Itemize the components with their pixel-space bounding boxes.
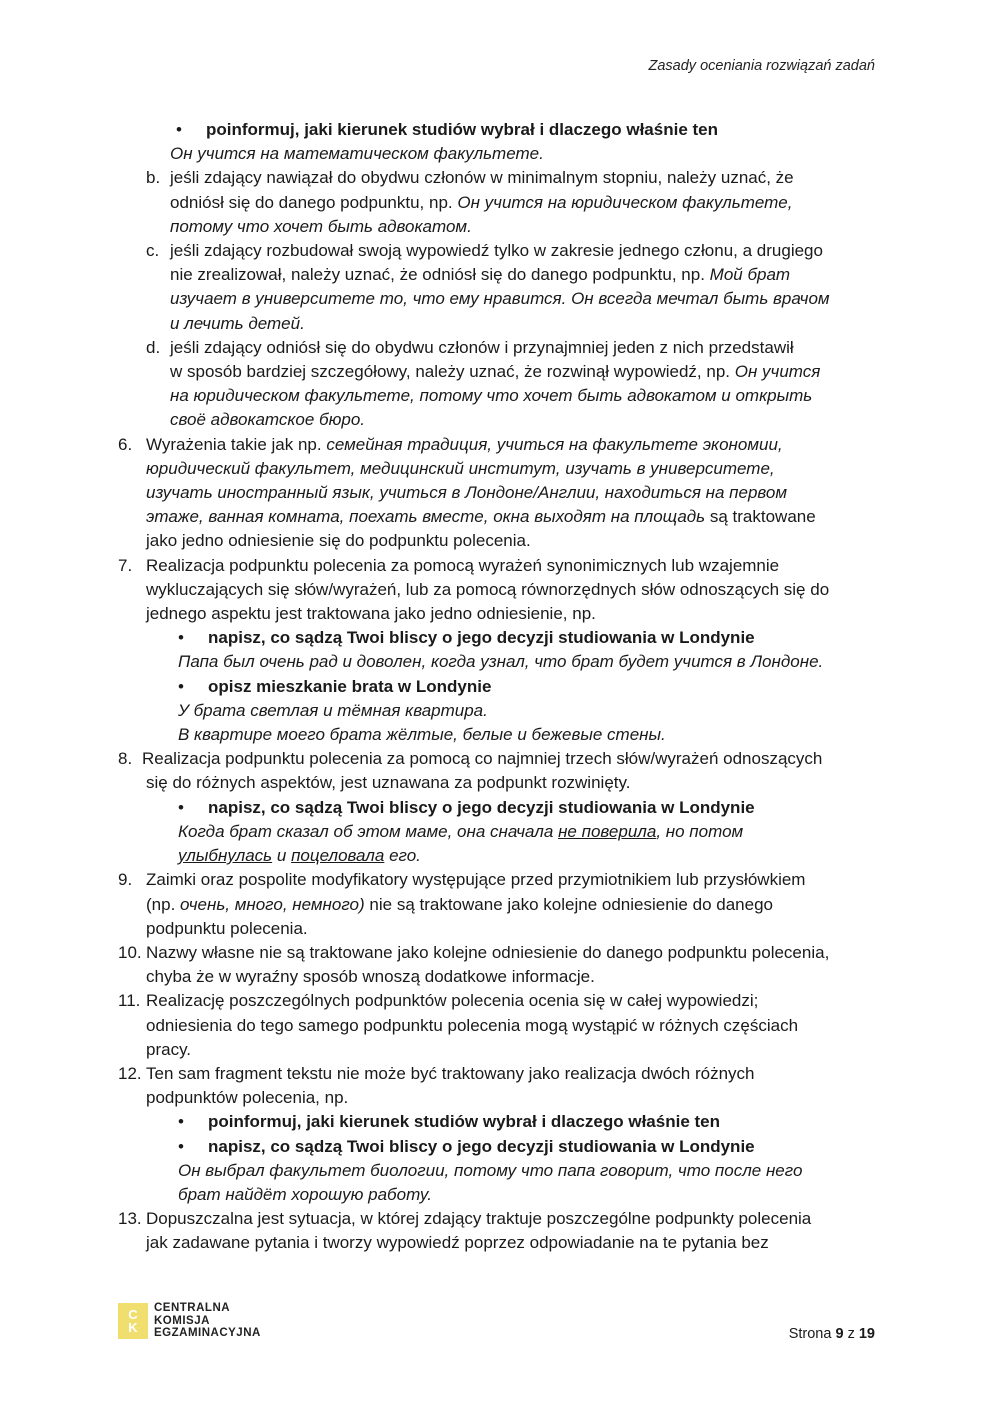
item-text: pracy. <box>146 1039 192 1059</box>
page-total: 19 <box>858 1326 875 1342</box>
example-text: Он учится на математическом факультете. <box>170 144 544 164</box>
example-text: изучать иностранный язык, учиться в Лондоне/Англии, находиться на первом <box>146 483 788 503</box>
bullet-icon: • <box>178 1112 184 1132</box>
document-body <box>118 118 874 1256</box>
item-text: jak zadawane pytania i tworzy wypowiedź poprzez odpowiadanie na te pytania bez <box>146 1233 769 1253</box>
example-text <box>118 844 874 868</box>
item-text: jeśli zdający nawiązał do obydwu członów w minimalnym stopniu, należy uznać, że <box>170 168 794 188</box>
item-text: Ten sam fragment tekstu nie może być traktowany jako realizacja dwóch różnych <box>146 1063 755 1083</box>
criterion-bullet <box>118 118 874 142</box>
example-text: юридический факультет, медицинский институт, изучать в университете, <box>146 458 775 478</box>
cke-logo <box>118 1302 261 1340</box>
item-text: się do różnych aspektów, jest uznawana za podpunkt rozwinięty. <box>146 773 631 793</box>
item-text: jednego aspektu jest traktowana jako jedno odniesienie, np. <box>146 604 596 624</box>
example-text: этаже, ванная комната, поехать вместе, окна выходят на площадь <box>146 507 706 527</box>
example-text: очень, много, немного) <box>180 894 365 914</box>
underlined-word: не поверила <box>558 821 657 841</box>
item-number: 7. <box>118 555 133 575</box>
item-text: odniesienia do tego samego podpunktu polecenia mogą wystąpić w różnych częściach <box>146 1015 799 1035</box>
bullet-text: opisz mieszkanie brata w Londynie <box>208 676 492 696</box>
list-item-d-line <box>118 360 874 384</box>
example-text: своё адвокатское бюро. <box>170 410 366 430</box>
bullet-icon: • <box>176 120 182 139</box>
page-prefix: Strona <box>788 1326 832 1342</box>
example-text: на юридическом факультете, потому что хочет быть адвокатом и открыть <box>170 386 813 406</box>
item-number: 13. <box>118 1209 142 1229</box>
page-current: 9 <box>835 1326 844 1342</box>
item-text: są traktowane <box>709 507 816 527</box>
item-text: jako jedno odniesienie się do podpunktu polecenia. <box>146 531 531 551</box>
item-number: 6. <box>118 434 133 454</box>
numbered-item-7 <box>118 554 874 578</box>
bullet-text: napisz, co sądzą Twoi bliscy o jego decyzji studiowania w Londynie <box>208 628 755 648</box>
logo-line: CENTRALNA <box>154 1302 231 1314</box>
item-label: b. <box>146 168 161 188</box>
example-text: Он учится <box>734 362 821 382</box>
numbered-item-12 <box>118 1062 874 1086</box>
example-text <box>118 820 874 844</box>
item-number: 9. <box>118 870 133 890</box>
item-text: w sposób bardziej szczegółowy, należy uznać, że rozwinął wypowiedź, np. <box>170 362 731 382</box>
bullet-text: napisz, co sądzą Twoi bliscy o jego decyzji studiowania w Londynie <box>208 1136 755 1156</box>
numbered-item-6 <box>118 433 874 457</box>
list-item-b-line <box>118 191 874 215</box>
item-text: jeśli zdający rozbudował swoją wypowiedź tylko w zakresie jednego członu, a drugiego <box>170 241 823 261</box>
example-text: У брата светлая и тёмная квартира. <box>178 700 488 720</box>
numbered-item-8 <box>118 747 874 771</box>
item-text: Nazwy własne nie są traktowane jako kolejne odniesienie do danego podpunktu polecenia, <box>146 942 830 962</box>
bullet-text: poinformuj, jaki kierunek studiów wybrał i dlaczego właśnie ten <box>208 1112 721 1132</box>
item-text: odniósł się do danego podpunktu, np. <box>170 192 453 212</box>
example-text: Мой брат <box>709 265 791 285</box>
criterion-bullet <box>118 626 874 650</box>
logo-mark-letter: K <box>128 1319 138 1335</box>
list-item-c-line <box>118 263 874 287</box>
example-part: Когда брат сказал об этом маме, она сначала <box>178 821 554 841</box>
numbered-item-10 <box>118 941 874 965</box>
bullet-icon: • <box>178 797 184 817</box>
item-text: chyba że w wyraźny sposób wnoszą dodatkowe informacje. <box>146 967 595 987</box>
underlined-word: поцеловала <box>291 846 385 866</box>
item-number: 11. <box>118 991 141 1011</box>
bullet-text: napisz, co sądzą Twoi bliscy o jego decyzji studiowania w Londynie <box>208 797 755 817</box>
example-part: и <box>276 846 287 866</box>
item-line <box>118 893 874 917</box>
logo-mark-letter: C <box>128 1306 138 1322</box>
numbered-item-11 <box>118 989 874 1013</box>
page-header: Zasady oceniania rozwiązań zadań <box>648 58 875 74</box>
item-text: podpunktu polecenia. <box>146 918 308 938</box>
example-text: брат найдёт хорошую работу. <box>178 1184 432 1204</box>
list-item-b <box>118 166 874 190</box>
logo-line: KOMISJA <box>154 1314 210 1327</box>
example-part: его. <box>389 846 421 866</box>
item-text: wykluczających się słów/wyrażeń, lub za pomocą równorzędnych słów odnoszących się do <box>146 579 830 599</box>
example-text: семейная традиция, учиться на факультете экономии, <box>326 434 783 454</box>
underlined-word: улыбнулась <box>178 846 273 866</box>
item-text: nie są traktowane jako kolejne odniesienie do danego <box>369 894 773 914</box>
bullet-icon: • <box>178 628 184 648</box>
numbered-item-9 <box>118 868 874 892</box>
item-label: d. <box>146 337 161 357</box>
bullet-icon: • <box>178 1136 184 1156</box>
item-line <box>118 505 874 529</box>
page-sep: z <box>847 1326 855 1342</box>
item-number: 10. <box>118 942 142 962</box>
criterion-bullet <box>118 1135 874 1159</box>
item-label: c. <box>146 241 160 261</box>
example-text: Папа был очень рад и доволен, когда узнал, что брат будет учится в Лондоне. <box>178 652 824 672</box>
example-text: изучает в университете то, что ему нравится. Он всегда мечтал быть врачом <box>170 289 830 309</box>
item-text: Zaimki oraz pospolite modyfikatory występujące przed przymiotnikiem lub przysłówkiem <box>146 870 806 890</box>
example-part: , но потом <box>656 821 744 841</box>
example-text: Он выбрал факультет биологии, потому что папа говорит, что после него <box>178 1160 803 1180</box>
example-text: В квартире моего брата жёлтые, белые и бежевые стены. <box>178 725 666 745</box>
item-number: 12. <box>118 1063 142 1083</box>
item-text: Realizacja podpunktu polecenia za pomocą wyrażeń synonimicznych lub wzajemnie <box>146 555 780 575</box>
list-item-c <box>118 239 874 263</box>
numbered-item-13 <box>118 1207 874 1231</box>
item-text: Realizacja podpunktu polecenia za pomocą co najmniej trzech słów/wyrażeń odnoszących <box>142 749 823 769</box>
item-text: Dopuszczalna jest sytuacja, w której zdający traktuje poszczególne podpunkty polecenia <box>146 1209 812 1229</box>
item-text: jeśli zdający odniósł się do obydwu członów i przynajmniej jeden z nich przedstawił <box>170 337 794 357</box>
criterion-bullet <box>118 675 874 699</box>
example-text: и лечить детей. <box>170 313 305 333</box>
criterion-bullet <box>118 1110 874 1134</box>
logo-line: EGZAMINACYJNA <box>154 1327 261 1339</box>
list-item-d <box>118 336 874 360</box>
bullet-icon: • <box>178 676 184 696</box>
criterion-bullet <box>118 796 874 820</box>
logo-mark-icon <box>118 1303 148 1339</box>
item-text: Realizację poszczególnych podpunktów polecenia ocenia się w całej wypowiedzi; <box>146 991 759 1011</box>
page-number <box>789 1326 875 1342</box>
logo-text <box>154 1302 261 1340</box>
item-text: podpunktów polecenia, np. <box>146 1088 349 1108</box>
item-text: nie zrealizował, należy uznać, że odniósł się do danego podpunktu, np. <box>170 265 705 285</box>
item-number: 8. <box>118 749 133 769</box>
example-text: Он учится на юридическом факультете, <box>457 192 793 212</box>
item-text: Wyrażenia takie jak np. <box>146 434 322 454</box>
example-text: потому что хочет быть адвокатом. <box>170 216 472 236</box>
item-text: (np. <box>146 894 176 914</box>
bullet-text: poinformuj, jaki kierunek studiów wybrał i dlaczego właśnie ten <box>206 120 719 139</box>
